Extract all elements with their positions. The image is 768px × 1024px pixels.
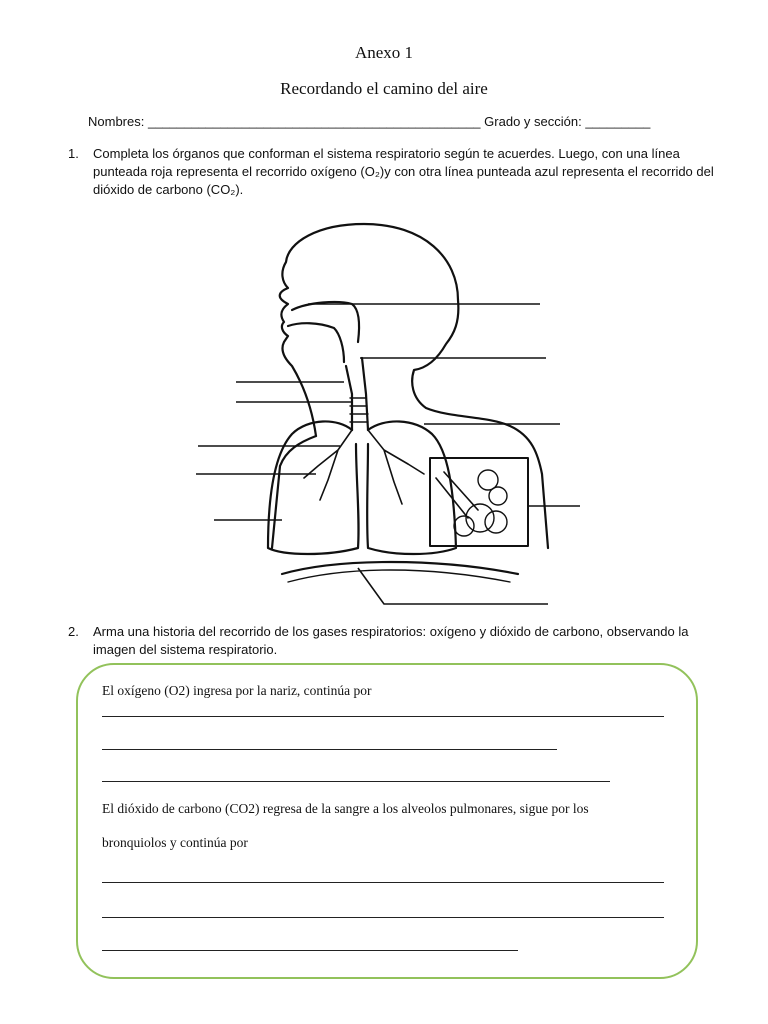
answer-blank[interactable] bbox=[102, 950, 518, 951]
story-box bbox=[76, 663, 698, 979]
diaphragm bbox=[282, 562, 518, 574]
alveoli-inset bbox=[430, 458, 528, 546]
co2-story-prompt-line2: bronquiolos y continúa por bbox=[102, 835, 248, 850]
question-text: Arma una historia del recorrido de los gases respiratorios: oxígeno y dióxido de carbono, observando la imagen del sistema respiratorio. bbox=[93, 624, 689, 657]
bronchi bbox=[304, 430, 424, 504]
oxygen-story-prompt: El oxígeno (O2) ingresa por la nariz, continúa por bbox=[102, 683, 372, 698]
label-lines bbox=[196, 304, 580, 604]
grade-field-label[interactable]: Grado y sección: _________ bbox=[484, 114, 651, 129]
names-field-label[interactable]: Nombres: ______________________________________________ bbox=[88, 114, 481, 129]
co2-story-prompt-line1: El dióxido de carbono (CO2) regresa de la sangre a los alveolos pulmonares, sigue por los bbox=[102, 801, 589, 816]
answer-blank[interactable] bbox=[102, 716, 664, 717]
shoulder-left bbox=[272, 436, 316, 548]
answer-blank[interactable] bbox=[102, 749, 557, 750]
right-lung bbox=[367, 421, 456, 554]
oral-cavity bbox=[288, 323, 344, 362]
question-text: Completa los órganos que conforman el sistema respiratorio según te acuerdes. Luego, con una línea punteada roja representa el recorrido oxígeno (O₂)y con otra línea punteada azul representa el recorrido del dióxido de carbono (CO₂). bbox=[93, 146, 714, 197]
answer-blank[interactable] bbox=[102, 781, 610, 782]
annex-label: Anexo 1 bbox=[354, 43, 414, 62]
question-number: 1. bbox=[68, 146, 79, 161]
page-title: Recordando el camino del aire bbox=[280, 79, 488, 98]
nasal-cavity bbox=[292, 302, 359, 342]
question-1 bbox=[68, 145, 720, 199]
answer-blank[interactable] bbox=[102, 917, 664, 918]
answer-blank[interactable] bbox=[102, 882, 664, 883]
question-number: 2. bbox=[68, 624, 79, 639]
student-info-line bbox=[88, 114, 650, 129]
question-2 bbox=[68, 623, 720, 659]
respiratory-system-diagram bbox=[188, 218, 588, 613]
trachea-right-wall bbox=[362, 358, 368, 430]
